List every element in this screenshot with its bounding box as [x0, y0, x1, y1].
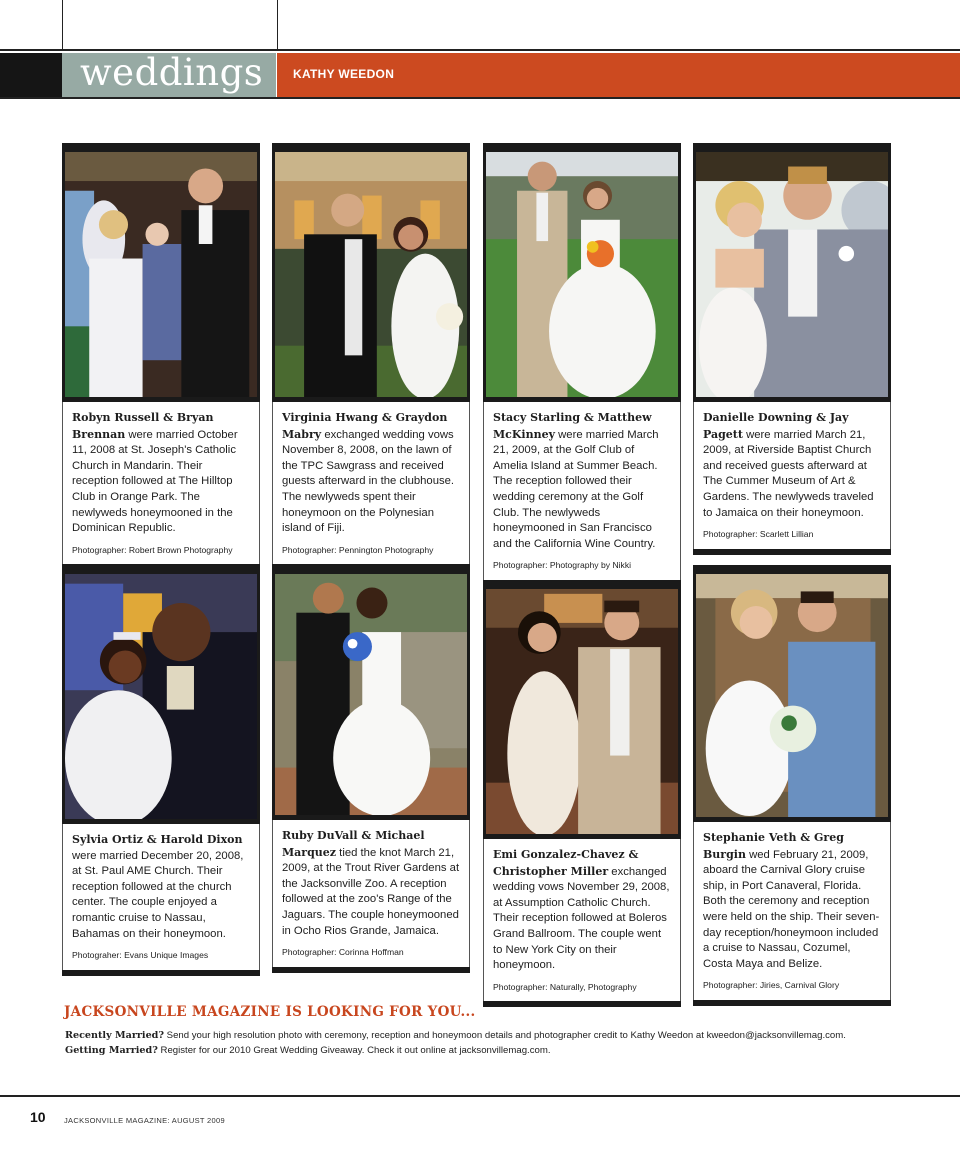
- wedding-details: were married March 21, 2009, at the Golf Club of Amelia Island at Summer Beach. The reception followed their wedding ceremony at the Golf Club. The newlyweds honeymooned in San Francisco and the California Wine Country.: [493, 428, 659, 550]
- couple-names: Stacy Starling & Matthew McKinney: [493, 411, 652, 441]
- wedding-caption: [272, 402, 470, 564]
- callout-heading: JACKSONVILLE MAGAZINE IS LOOKING FOR YOU...: [64, 1004, 476, 1020]
- getting-married-text: Register for our 2010 Great Wedding Giveaway. Check it out online at jacksonvillemag.com.: [157, 1045, 551, 1056]
- wedding-photo: [483, 586, 681, 839]
- wedding-card-7: [483, 580, 681, 1007]
- wedding-photo: [693, 149, 891, 402]
- couple-names: Ruby DuVall & Michael Marquez: [282, 829, 425, 859]
- wedding-caption: [693, 402, 891, 549]
- recently-married-text: Send your high resolution photo with ceremony, reception and honeymoon details and photographer credit to Kathy Weedon at kweedon@jacksonvillemag.com.: [164, 1030, 846, 1041]
- couple-names: Danielle Downing & Jay Pagett: [703, 411, 849, 441]
- header-top-box: [62, 0, 278, 50]
- wedding-details: were married March 21, 2009, at Riverside Baptist Church and received guests afterward at The Cummer Museum of Art & Gardens. The newlyweds traveled to Jamaica on their honeymoon.: [703, 428, 874, 519]
- photo-credit: Photographer: Robert Brown Photography: [72, 544, 233, 555]
- publication-line: JACKSONVILLE MAGAZINE: AUGUST 2009: [64, 1116, 225, 1125]
- wedding-caption: [483, 839, 681, 1001]
- section-title: weddings: [80, 51, 264, 94]
- couple-names: Robyn Russell & Bryan Brennan: [72, 411, 214, 441]
- page-number: 10: [30, 1109, 46, 1125]
- wedding-caption: [272, 820, 470, 967]
- recently-married-note: [65, 1030, 846, 1041]
- header-rule-bottom: [0, 97, 960, 99]
- author-bar: [277, 53, 960, 97]
- wedding-details: were married December 20, 2008, at St. Paul AME Church. Their reception followed at the church center. The couple enjoyed a romantic cruise to Nassau, Bahamas on their honeymoon.: [72, 849, 244, 940]
- wedding-photo: [483, 149, 681, 402]
- getting-married-lead: Getting Married?: [65, 1045, 158, 1056]
- photo-credit: Photographer: Photography by Nikki: [493, 560, 632, 571]
- wedding-photo: [62, 571, 260, 824]
- photo-credit: Photographer: Scarlett Lillian: [703, 529, 814, 540]
- wedding-card-2: [272, 143, 470, 570]
- wedding-caption: [693, 822, 891, 1000]
- photo-credit: Photographer: Corinna Hoffman: [282, 947, 404, 958]
- footer-rule: [0, 1095, 960, 1097]
- recently-married-lead: Recently Married?: [65, 1030, 165, 1041]
- getting-married-note: [65, 1045, 551, 1056]
- wedding-photo: [272, 571, 470, 820]
- wedding-photo: [693, 571, 891, 822]
- wedding-details: tied the knot March 21, 2009, at the Trout River Gardens at the Jacksonville Zoo. A reception followed at the zoo's Range of the Jaguars. The couple honeymooned in Ocho Rios Grande, Jamaica.: [282, 846, 460, 937]
- wedding-photo: [62, 149, 260, 402]
- wedding-caption: [62, 824, 260, 970]
- couple-names: Virginia Hwang & Graydon Mabry: [282, 411, 448, 441]
- photo-credit: Photograher: Evans Unique Images: [72, 950, 209, 961]
- header-black-block: [0, 53, 62, 97]
- wedding-card-8: [693, 565, 891, 1006]
- wedding-photo: [272, 149, 470, 402]
- couple-names: Stephanie Veth & Greg Burgin: [703, 831, 844, 861]
- photo-credit: Photographer: Naturally, Photography: [493, 981, 637, 992]
- wedding-details: exchanged wedding vows November 29, 2008, at Assumption Catholic Church. Their reception followed at Boleros Grand Ballroom. The couple went to New York City on their honeymoon.: [493, 865, 670, 972]
- wedding-card-4: [693, 143, 891, 555]
- wedding-caption: [483, 402, 681, 580]
- wedding-card-1: [62, 143, 260, 570]
- wedding-details: were married October 11, 2008 at St. Joseph's Catholic Church in Mandarin. Their reception followed at The Hilltop Club in Orange Park. The newlyweds honeymooned in the Dominican Republic.: [72, 428, 238, 535]
- photo-credit: Photographer: Pennington Photography: [282, 544, 434, 555]
- wedding-details: wed February 21, 2009, aboard the Carnival Glory cruise ship, in Port Canaveral, Florida. Both the ceremony and reception were held on the ship. Their seven-day reception/honeymoon included a cruise to Nassau, Cozumel, Costa Maya and Belize.: [703, 848, 880, 970]
- wedding-card-5: [62, 565, 260, 976]
- section-title-block: [62, 53, 276, 97]
- photo-credit: Photographer: Jiries, Carnival Glory: [703, 980, 840, 991]
- wedding-details: exchanged wedding vows November 8, 2008, on the lawn of the TPC Sawgrass and received guests afterward in the clubhouse. The newlyweds spent their honeymoon on the Polynesian island of Fiji.: [282, 428, 455, 535]
- author-name: KATHY WEEDON: [293, 67, 395, 81]
- couple-names: Sylvia Ortiz & Harold Dixon: [72, 833, 243, 846]
- wedding-card-3: [483, 143, 681, 586]
- couple-names: Emi Gonzalez-Chavez & Christopher Miller: [493, 848, 639, 878]
- wedding-card-6: [272, 565, 470, 973]
- wedding-caption: [62, 402, 260, 564]
